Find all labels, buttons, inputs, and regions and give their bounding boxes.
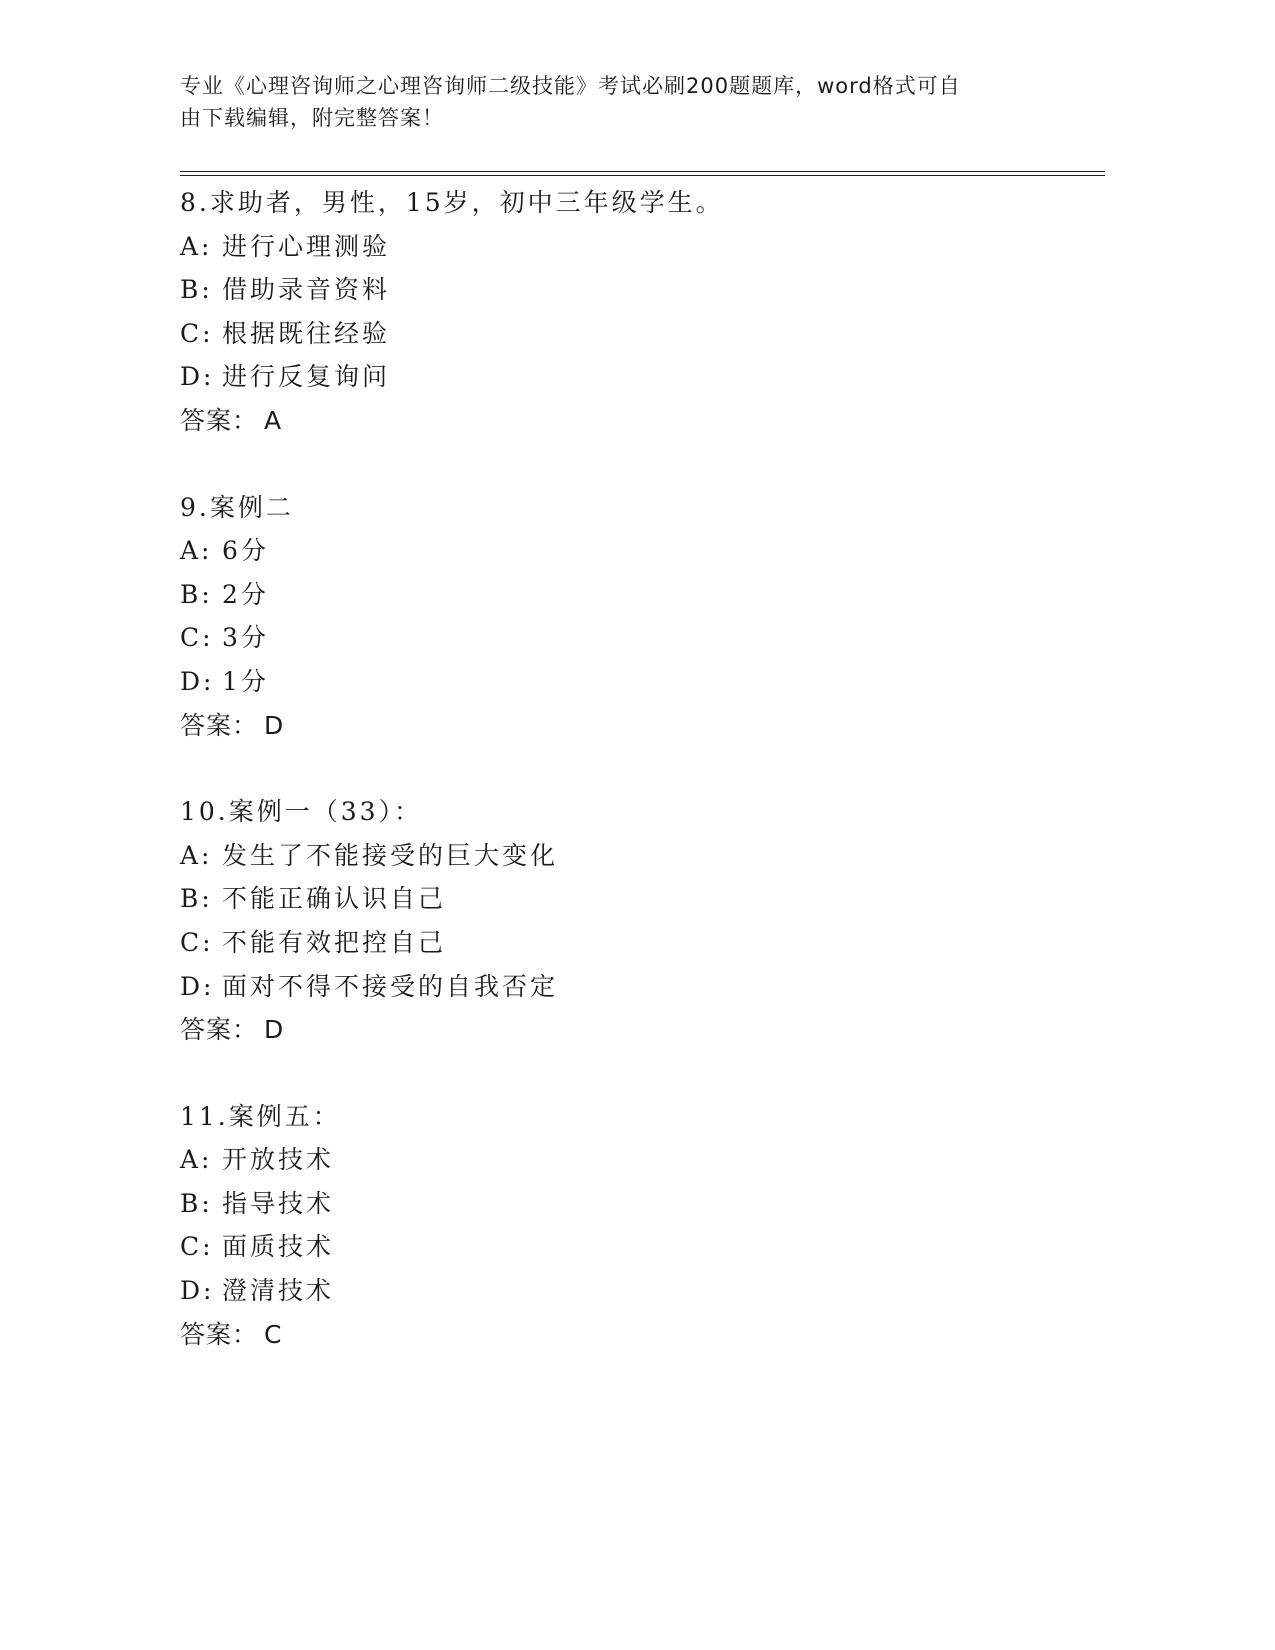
option-c <box>180 921 1105 965</box>
header-divider-top <box>180 171 1105 172</box>
option-a <box>180 834 1105 878</box>
option-letter: C: <box>180 318 214 348</box>
option-d <box>180 965 1105 1009</box>
option-d <box>180 355 1105 399</box>
option-a <box>180 225 1105 269</box>
answer-line <box>180 1313 1105 1357</box>
option-a <box>180 529 1105 573</box>
header-line-2: 由下载编辑，附完整答案！ <box>180 106 444 130</box>
answer-label: 答案： <box>180 405 259 435</box>
option-letter: D: <box>180 362 215 392</box>
question-11 <box>180 1095 1105 1357</box>
question-stem: 10.案例一（33）： <box>180 797 423 827</box>
answer-line <box>180 399 1105 443</box>
answer-label: 答案： <box>180 710 259 740</box>
option-text: 3分 <box>222 623 269 653</box>
option-letter: D: <box>180 1276 215 1306</box>
option-text: 6分 <box>222 536 269 566</box>
option-letter: A: <box>180 231 213 261</box>
option-letter: C: <box>180 927 214 957</box>
answer-value: D <box>264 1015 285 1045</box>
option-text: 发生了不能接受的巨大变化 <box>222 840 559 870</box>
answer-label: 答案： <box>180 1015 259 1045</box>
document-header <box>180 70 1060 134</box>
option-letter: D: <box>180 971 215 1001</box>
option-a <box>180 1138 1105 1182</box>
answer-value: D <box>264 710 285 740</box>
option-text: 2分 <box>222 579 269 609</box>
question-9 <box>180 486 1105 748</box>
answer-label: 答案： <box>180 1319 259 1349</box>
answer-value: A <box>264 405 283 435</box>
question-8 <box>180 181 1105 443</box>
option-d <box>180 660 1105 704</box>
option-text: 1分 <box>222 666 269 696</box>
header-divider-bottom <box>180 175 1105 176</box>
option-text: 进行心理测验 <box>222 231 391 261</box>
question-stem: 11.案例五： <box>180 1101 341 1131</box>
option-c <box>180 1225 1105 1269</box>
option-d <box>180 1269 1105 1313</box>
option-letter: A: <box>180 1145 213 1175</box>
option-text: 指导技术 <box>222 1188 335 1218</box>
answer-line <box>180 1008 1105 1052</box>
option-b <box>180 573 1105 617</box>
option-letter: B: <box>180 275 213 305</box>
answer-line <box>180 704 1105 748</box>
option-b <box>180 268 1105 312</box>
option-letter: C: <box>180 1232 214 1262</box>
option-b <box>180 877 1105 921</box>
option-letter: A: <box>180 536 213 566</box>
option-text: 不能正确认识自己 <box>222 884 447 914</box>
answer-value: C <box>264 1319 283 1349</box>
option-text: 根据既往经验 <box>222 318 391 348</box>
question-stem: 9.案例二 <box>180 492 294 522</box>
option-text: 澄清技术 <box>222 1276 335 1306</box>
option-text: 进行反复询问 <box>222 362 391 392</box>
option-letter: B: <box>180 1188 213 1218</box>
option-text: 面对不得不接受的自我否定 <box>222 971 559 1001</box>
option-text: 开放技术 <box>222 1145 335 1175</box>
option-text: 不能有效把控自己 <box>222 927 447 957</box>
option-letter: D: <box>180 666 215 696</box>
option-b <box>180 1182 1105 1226</box>
option-c <box>180 312 1105 356</box>
option-text: 面质技术 <box>222 1232 335 1262</box>
option-letter: A: <box>180 840 213 870</box>
option-letter: B: <box>180 579 213 609</box>
question-list <box>180 181 1105 1399</box>
question-stem: 8.求助者，男性，15岁，初中三年级学生。 <box>180 188 724 217</box>
option-letter: C: <box>180 623 214 653</box>
option-letter: B: <box>180 884 213 914</box>
option-text: 借助录音资料 <box>222 275 391 305</box>
question-10 <box>180 790 1105 1052</box>
option-c <box>180 616 1105 660</box>
header-line-1: 专业《心理咨询师之心理咨询师二级技能》考试必刷200题题库，word格式可自 <box>180 74 961 98</box>
